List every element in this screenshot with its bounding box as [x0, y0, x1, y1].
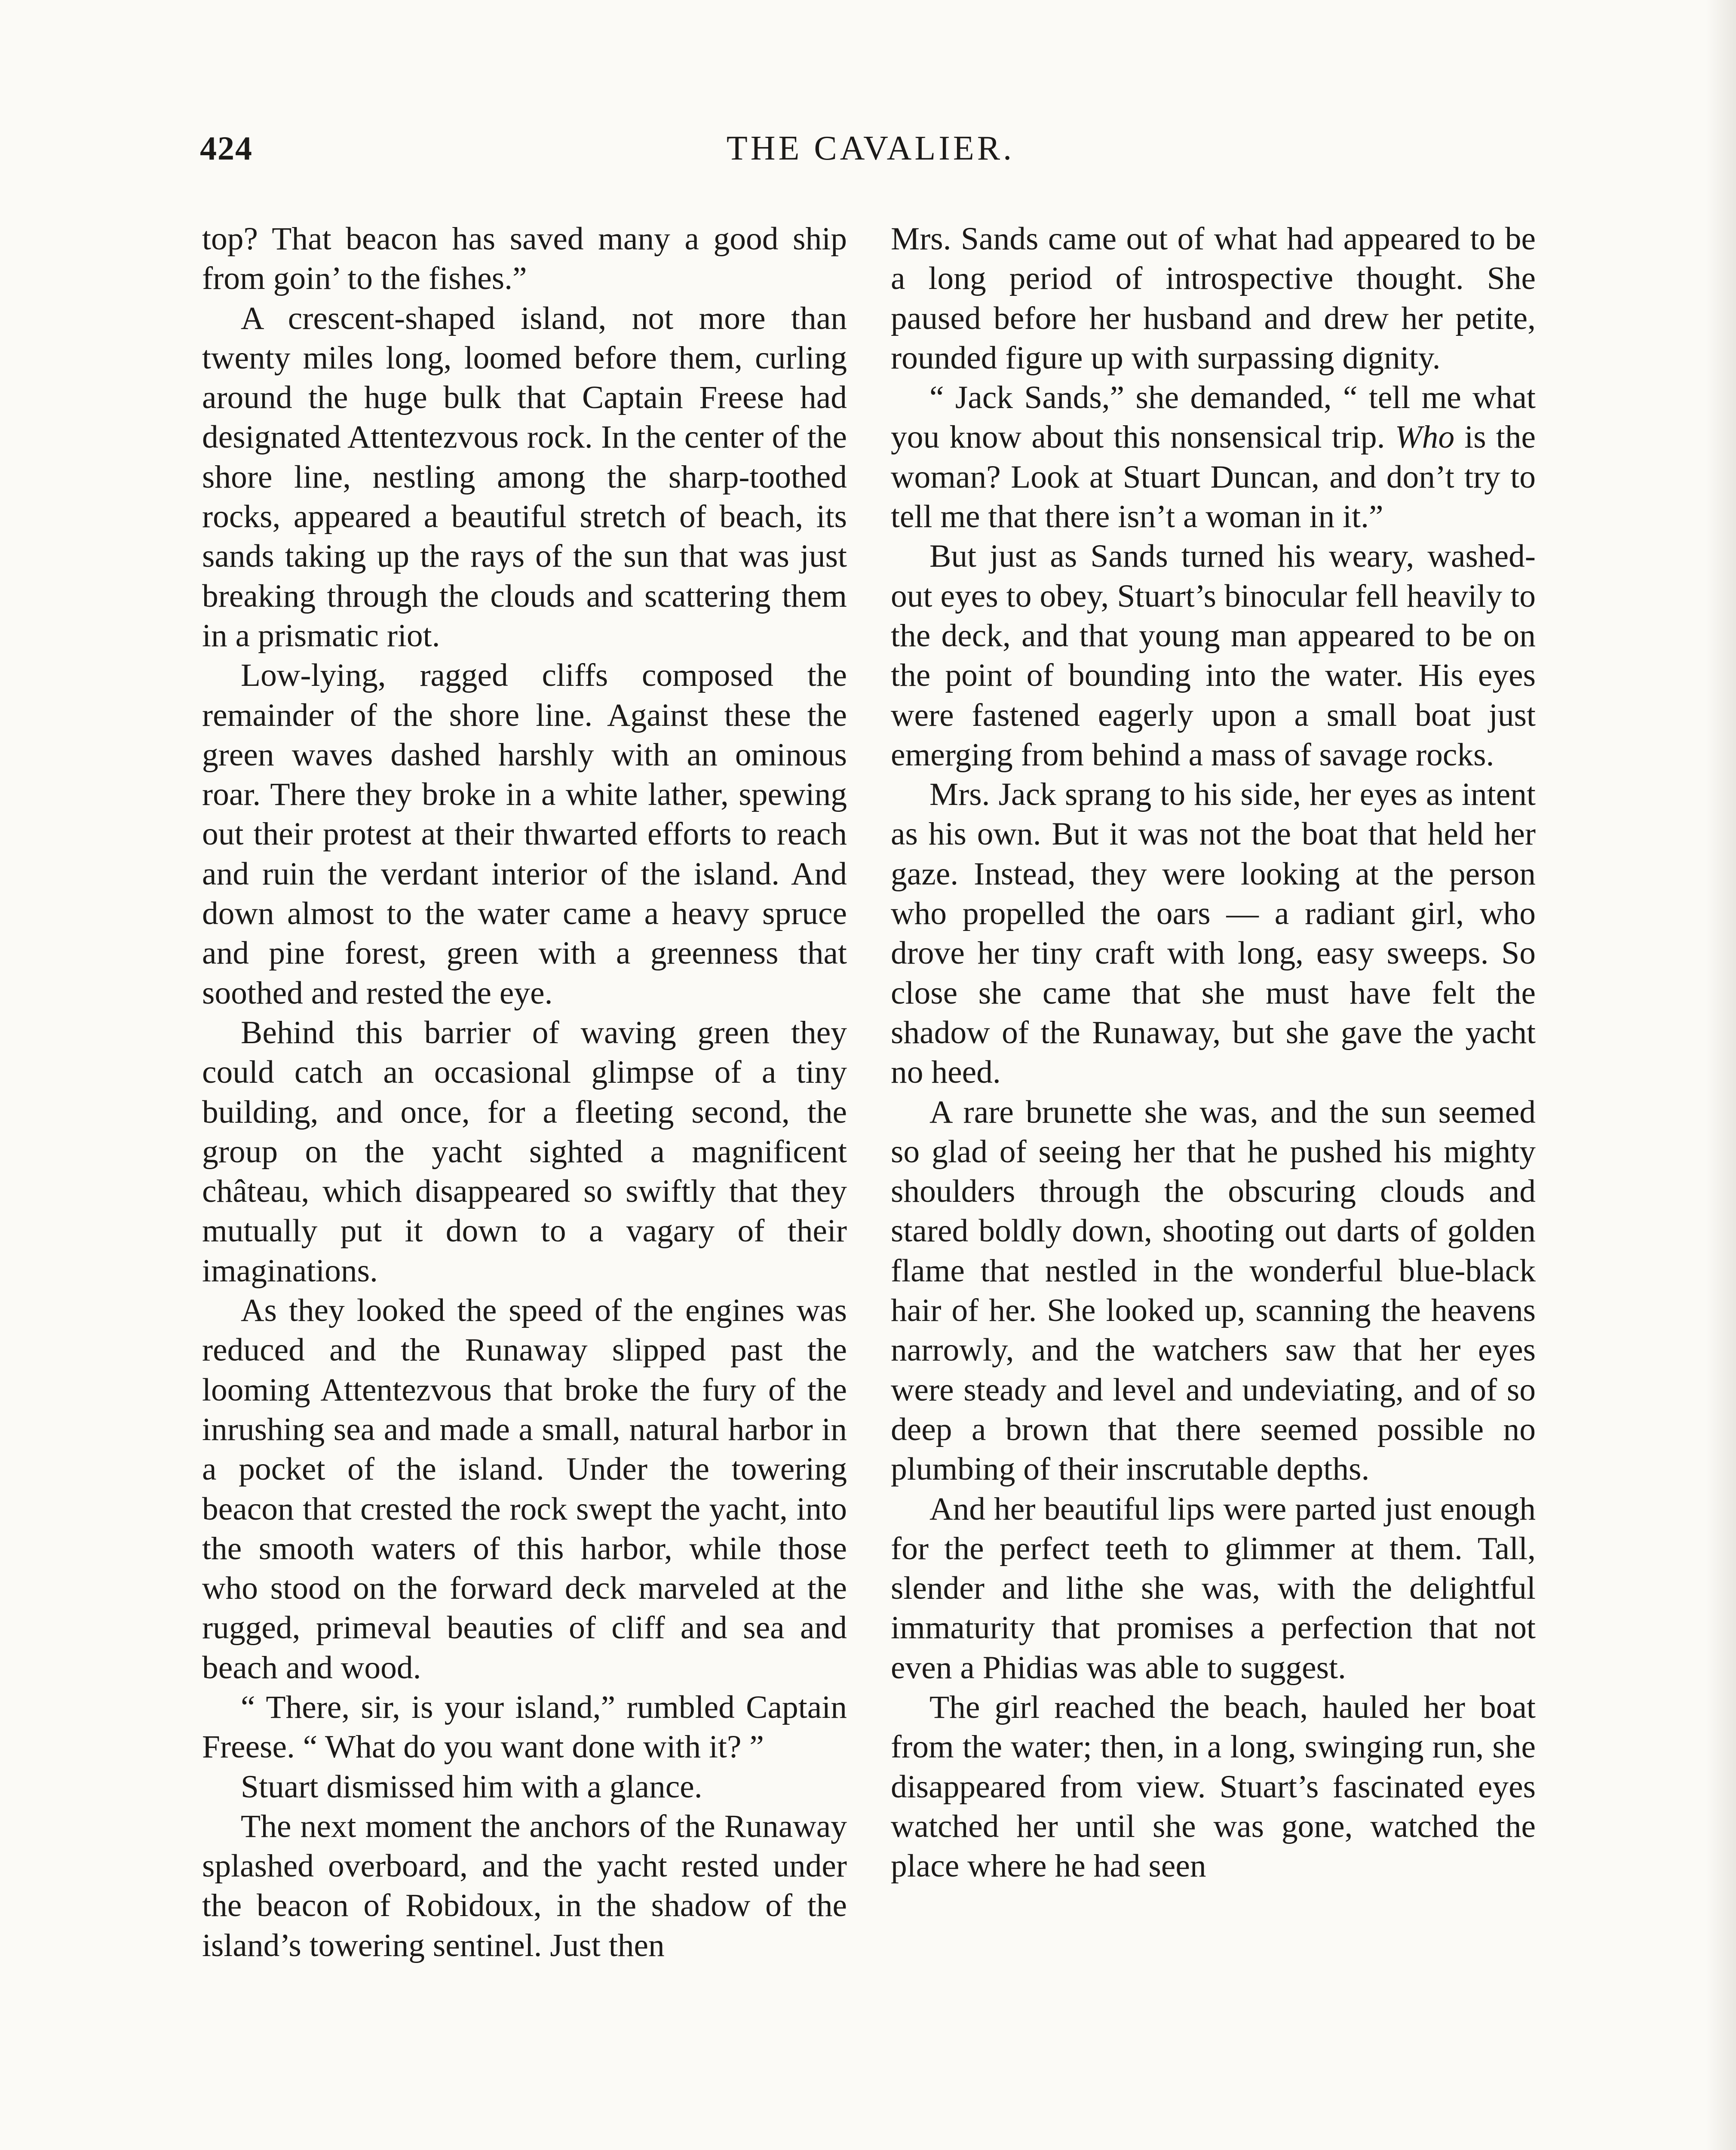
paragraph: “ There, sir, is your island,” rumbled Captain Freese. “ What do you want done with it? ”: [202, 1689, 847, 1765]
page-edge-shadow: [1706, 0, 1736, 2150]
left-column: [202, 219, 847, 1966]
paragraph: A crescent-shaped island, not more than twenty miles long, loomed before them, curling around the huge bulk that Captain Freese had designated Attentezvous rock. In the center of the shore line, nestling among the sharp-toothed rocks, appeared a beautiful stretch of beach, its sands taking up the rays of the sun that was just breaking through the clouds and scattering them in a prismatic riot.: [202, 300, 847, 654]
running-title: THE CAVALIER.: [726, 129, 1015, 167]
paragraph: But just as Sands turned his weary, washed-out eyes to obey, Stuart’s binocular fell heavily to the deck, and that young man appeared to be on the point of bounding into the water. His eyes were fastened eagerly upon a small boat just emerging from behind a mass of savage rocks.: [891, 538, 1536, 773]
paragraph-text: is the woman? Look at Stuart Duncan, and don’t try to tell me that there isn’t a woman in it.”: [891, 419, 1536, 535]
paragraph-text: “ Jack Sands,” she demanded, “ tell me what you know about this nonsensical trip.: [891, 380, 1536, 455]
page-number: 424: [200, 129, 253, 167]
paragraph: Mrs. Jack sprang to his side, her eyes as intent as his own. But it was not the boat that held her gaze. Instead, they were looking at the person who propelled the oars — a radiant girl, who drove her tiny craft with long, easy sweeps. So close she came that she must have felt the shadow of the Runaway, but she gave the yacht no heed.: [891, 777, 1536, 1090]
paragraph: Stuart dismissed him with a glance.: [241, 1769, 702, 1805]
paragraph: A rare brunette she was, and the sun seemed so glad of seeing her that he pushed his mighty shoulders through the obscuring clouds and stared boldly down, shooting out darts of golden flame that nestled in the wonderful blue-black hair of her. She looked up, scanning the heavens narrowly, and the watchers saw that her eyes were steady and level and undeviating, and of so deep a brown that there seemed possible no plumbing of their inscrutable depths.: [891, 1094, 1536, 1487]
page-header: [200, 129, 1541, 176]
paragraph: And her beautiful lips were parted just enough for the perfect teeth to glimmer at them. Tall, slender and lithe she was, with the delightful immaturity that promises a perfection that not even a Phidias was able to suggest.: [891, 1491, 1536, 1686]
paragraph: Behind this barrier of waving green they could catch an occasional glimpse of a tiny building, and once, for a fleeting second, the group on the yacht sighted a magnificent château, which disappeared so swiftly that they mutually put it down to a vagary of their imaginations.: [202, 1014, 847, 1289]
paragraph: The next moment the anchors of the Runaway splashed overboard, and the yacht rested under the beacon of Robidoux, in the shadow of the island’s towering sentinel. Just then: [202, 1808, 847, 1963]
paragraph: top? That beacon has saved many a good ship from goin’ to the fishes.”: [202, 221, 847, 297]
italic-word: Who: [1395, 419, 1455, 455]
paragraph: Mrs. Sands came out of what had appeared to be a long period of introspective thought. She paused before her husband and drew her petite, rounded figure up with surpassing dignity.: [891, 221, 1536, 376]
right-column: [891, 219, 1536, 1886]
paragraph: [891, 378, 1536, 537]
paragraph: The girl reached the beach, hauled her boat from the water; then, in a long, swinging run, she disappeared from view. Stuart’s fascinated eyes watched her until she was gone, watched the place where he had seen: [891, 1689, 1536, 1884]
paragraph: Low-lying, ragged cliffs composed the remainder of the shore line. Against these the green waves dashed harshly with an ominous roar. There they broke in a white lather, spewing out their protest at their thwarted efforts to reach and ruin the verdant interior of the island. And down almost to the water came a heavy spruce and pine forest, green with a greenness that soothed and rested the eye.: [202, 657, 847, 1011]
paragraph: As they looked the speed of the engines was reduced and the Runaway slipped past the looming Attentezvous that broke the fury of the inrushing sea and made a small, natural harbor in a pocket of the island. Under the towering beacon that crested the rock swept the yacht, into the smooth waters of this harbor, while those who stood on the forward deck marveled at the rugged, primeval beauties of cliff and sea and beach and wood.: [202, 1293, 847, 1686]
